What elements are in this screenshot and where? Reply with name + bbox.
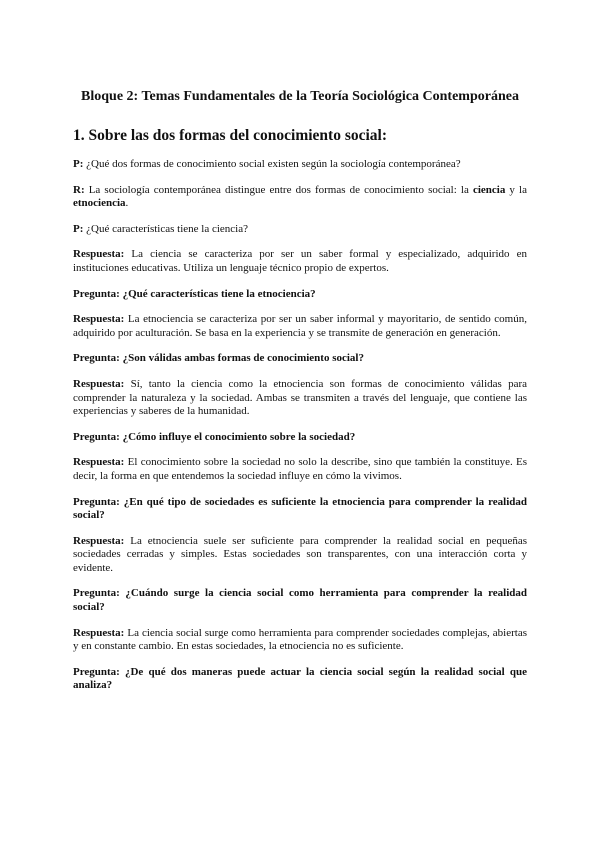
question-label: P:	[73, 222, 84, 235]
answer-label: Respuesta:	[73, 626, 125, 639]
answer-label: Respuesta:	[73, 313, 125, 326]
question-text: ¿Qué características tiene la ciencia?	[83, 222, 248, 235]
question-block: Pregunta: ¿Son válidas ambas formas de conocimiento social?	[73, 352, 364, 365]
answer-text: .	[125, 197, 129, 210]
answer-block	[73, 313, 527, 340]
document-title: Bloque 2: Temas Fundamentales de la Teoría Sociológica Contemporánea	[81, 89, 519, 104]
question-block	[73, 158, 527, 172]
answer-text: y la	[505, 183, 527, 196]
answer-text: El conocimiento sobre la sociedad no solo la describe, sino que también la constituye. Es decir, la forma en que entendemos la sociedad influye en cómo la vivimos.	[73, 456, 527, 482]
answer-label: Respuesta:	[73, 534, 125, 547]
question-label: P:	[73, 158, 84, 170]
answer-label: Respuesta:	[73, 248, 125, 261]
answer-label: R:	[73, 183, 85, 196]
answer-block	[73, 535, 527, 576]
answer-text: La sociología contemporánea distingue entre dos formas de conocimiento social: la	[84, 183, 473, 196]
question-block: Pregunta: ¿Cuándo surge la ciencia social como herramienta para comprender la realidad social?	[73, 587, 527, 614]
answer-block	[73, 627, 527, 654]
answer-text: La etnociencia se caracteriza por ser un saber informal y mayoritario, de sentido común, adquirido por aculturación. Se basa en la experiencia y se transmite de generación en generación.	[73, 313, 527, 339]
answer-label: Respuesta:	[73, 456, 125, 469]
answer-block	[73, 184, 527, 211]
question-block: Pregunta: ¿Qué características tiene la etnociencia?	[73, 287, 316, 300]
answer-keyword-ciencia: ciencia	[472, 183, 506, 196]
answer-text: La etnociencia suele ser suficiente para comprender la realidad social en pequeñas sociedades cerradas y simples. Estas sociedades son transparentes, con una interacción corta y evidente.	[73, 534, 527, 574]
section-heading: 1. Sobre las dos formas del conocimiento social:	[73, 127, 388, 144]
answer-label: Respuesta:	[73, 377, 125, 390]
answer-keyword-etnociencia: etnociencia	[73, 197, 126, 210]
question-block: Pregunta: ¿Cómo influye el conocimiento sobre la sociedad?	[73, 430, 356, 443]
question-block	[73, 223, 527, 237]
answer-block	[73, 248, 527, 275]
question-text: ¿Qué dos formas de conocimiento social existen según la sociología contemporánea?	[83, 158, 461, 170]
question-block: Pregunta: ¿En qué tipo de sociedades es suficiente la etnociencia para comprender la realidad social?	[73, 495, 527, 522]
answer-text: Sí, tanto la ciencia como la etnociencia son formas de conocimiento válidas para comprender la naturaleza y la sociedad. Ambas se transmiten a través del lenguaje, que contiene las experiencias y saberes de la humanidad.	[73, 377, 527, 418]
answer-text: La ciencia se caracteriza por ser un saber formal y especializado, adquirido en instituciones educativas. Utiliza un lenguaje técnico propio de expertos.	[73, 248, 527, 274]
answer-text: La ciencia social surge como herramienta para comprender sociedades complejas, abiertas y en constante cambio. En estas sociedades, la etnociencia no es suficiente.	[73, 626, 527, 653]
answer-block	[73, 378, 527, 419]
answer-block	[73, 456, 527, 483]
question-block: Pregunta: ¿De qué dos maneras puede actuar la ciencia social según la realidad social que analiza?	[73, 665, 527, 692]
